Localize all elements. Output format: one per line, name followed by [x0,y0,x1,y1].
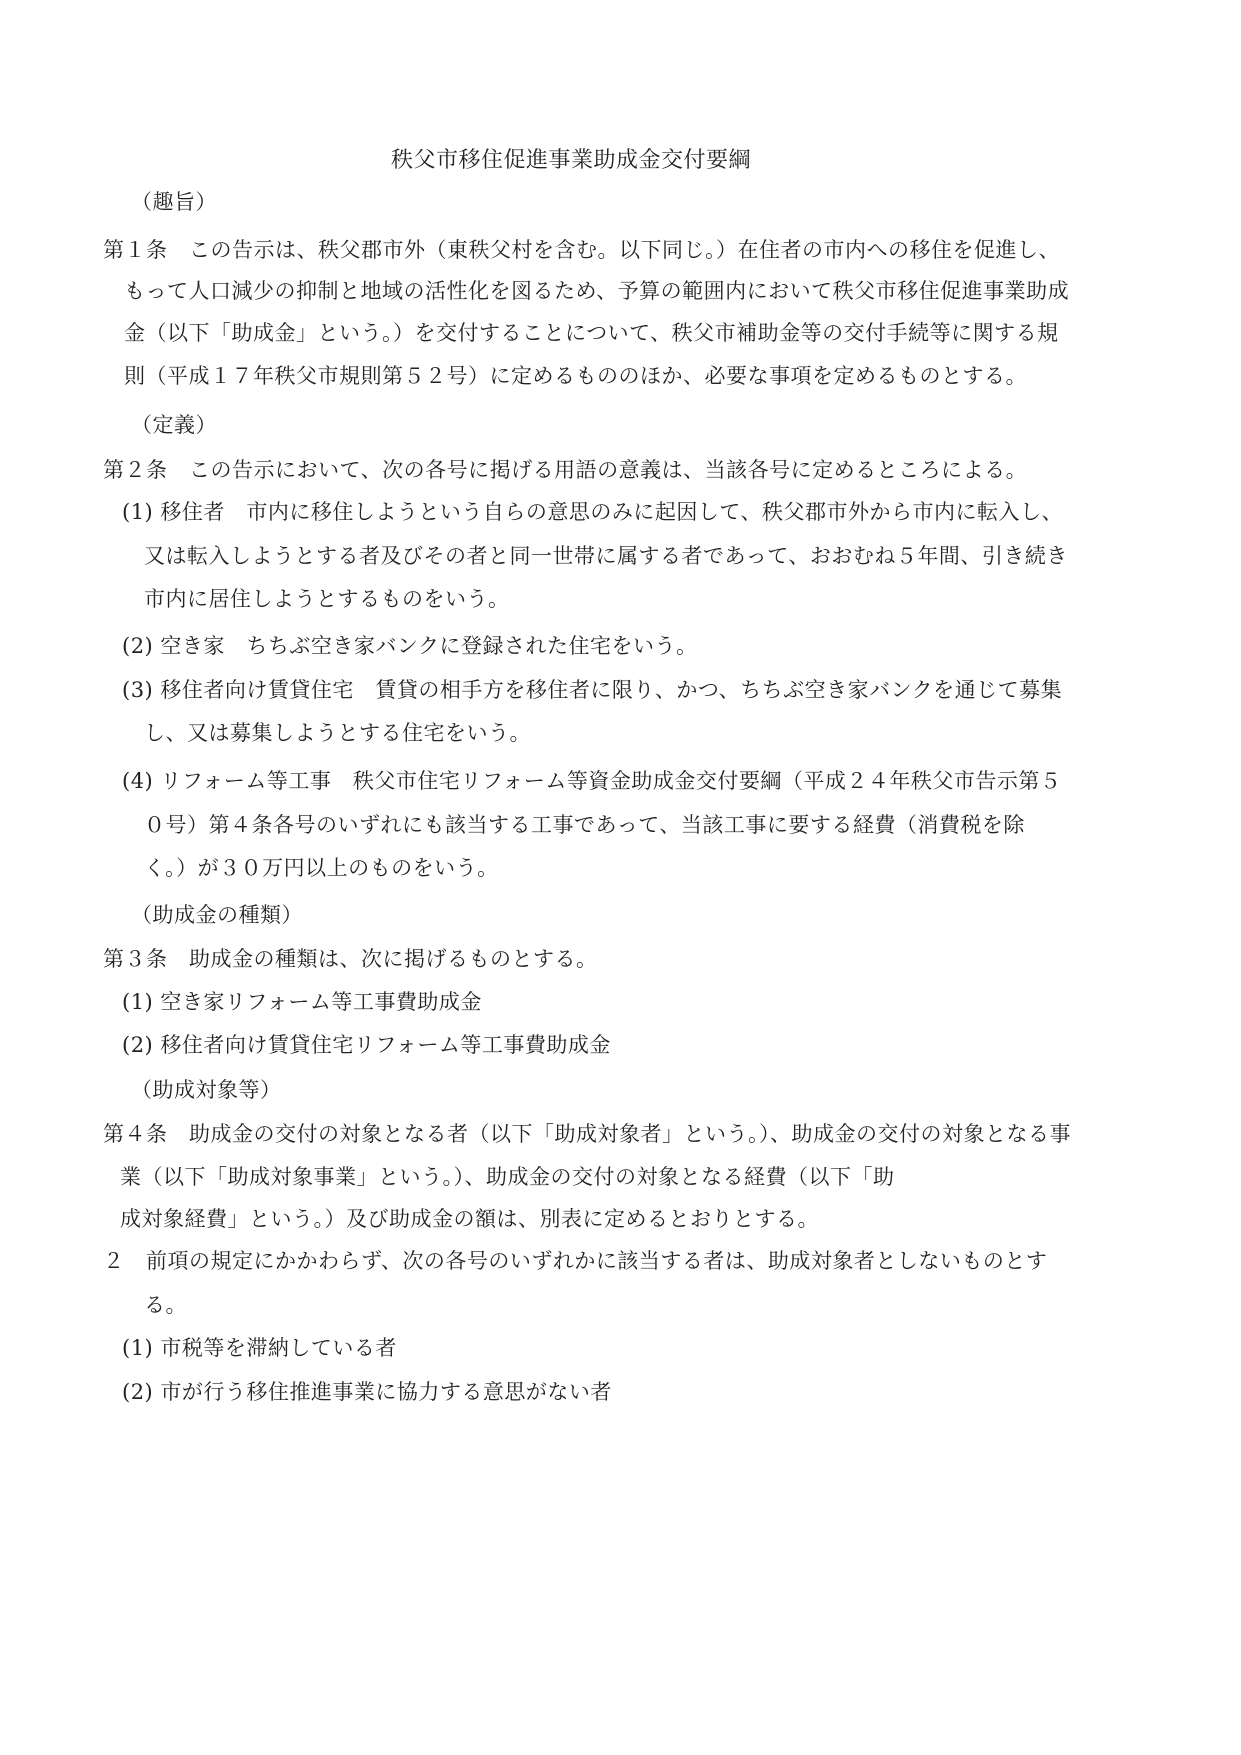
article-4-para-2-line-2: る。 [144,1293,187,1317]
article-4-line-2: 業（以下「助成対象事業」という。）、助成金の交付の対象となる経費（以下「助 [120,1165,895,1189]
article-4-para-2-line-1: ２ 前項の規定にかかわらず、次の各号のいずれかに該当する者は、助成対象者としないものとす [103,1249,1048,1273]
section-heading-purpose: （趣旨） [131,190,217,214]
document-title: 秩父市移住促進事業助成金交付要綱 [391,148,752,173]
article-2-line-1: 第２条 この告示において、次の各号に掲げる用語の意義は、当該各号に定めるところによる。 [103,458,1028,482]
section-heading-definitions: （定義） [131,413,217,437]
article-4-para-2-item-2: (2) 市が行う移住推進事業に協力する意思がない者 [122,1380,612,1404]
article-2-item-4-line-3: く。）が３０万円以上のものをいう。 [144,856,499,880]
article-1-line-1: 第１条 この告示は、秩父郡市外（東秩父村を含む。以下同じ。）在住者の市内への移住を促進し、 [103,238,1060,262]
article-4-line-3: 成対象経費」という。）及び助成金の額は、別表に定めるとおりとする。 [120,1207,819,1231]
article-2-item-1-line-2: 又は転入しようとする者及びその者と同一世帯に属する者であって、おおむね５年間、引き続き [144,544,1068,568]
article-2-item-4-line-1: (4) リフォーム等工事 秩父市住宅リフォーム等資金助成金交付要綱（平成２４年秩父市告示第５ [122,769,1062,793]
article-2-item-2: (2) 空き家 ちちぶ空き家バンクに登録された住宅をいう。 [122,634,698,658]
article-2-item-3-line-2: し、又は募集しようとする住宅をいう。 [144,721,531,745]
section-heading-types: （助成金の種類） [131,903,303,927]
article-4-line-1: 第４条 助成金の交付の対象となる者（以下「助成対象者」という。）、助成金の交付の対象となる事 [103,1122,1071,1146]
article-3-item-1: (1) 空き家リフォーム等工事費助成金 [122,990,482,1014]
article-2-item-1-line-3: 市内に居住しようとするものをいう。 [144,587,510,611]
article-2-item-4-line-2: ０号）第４条各号のいずれにも該当する工事であって、当該工事に要する経費（消費税を除 [144,813,1025,837]
article-3-item-2: (2) 移住者向け賃貸住宅リフォーム等工事費助成金 [122,1033,611,1057]
article-3-line-1: 第３条 助成金の種類は、次に掲げるものとする。 [103,947,598,971]
article-2-item-3-line-1: (3) 移住者向け賃貸住宅 賃貸の相手方を移住者に限り、かつ、ちちぶ空き家バンクを通じて募集 [122,678,1063,702]
article-1-line-4: 則（平成１７年秩父市規則第５２号）に定めるもののほか、必要な事項を定めるものとする。 [124,364,1027,388]
article-2-item-1-line-1: (1) 移住者 市内に移住しようという自らの意思のみに起因して、秩父郡市外から市内に転入し、 [122,500,1063,524]
section-heading-eligibility: （助成対象等） [131,1078,282,1102]
article-1-line-3: 金（以下「助成金」という。）を交付することについて、秩父市補助金等の交付手続等に関する規 [124,321,1059,345]
article-4-para-2-item-1: (1) 市税等を滞納している者 [122,1336,397,1360]
article-1-line-2: もって人口減少の抑制と地域の活性化を図るため、予算の範囲内において秩父市移住促進事業助成 [124,279,1070,303]
